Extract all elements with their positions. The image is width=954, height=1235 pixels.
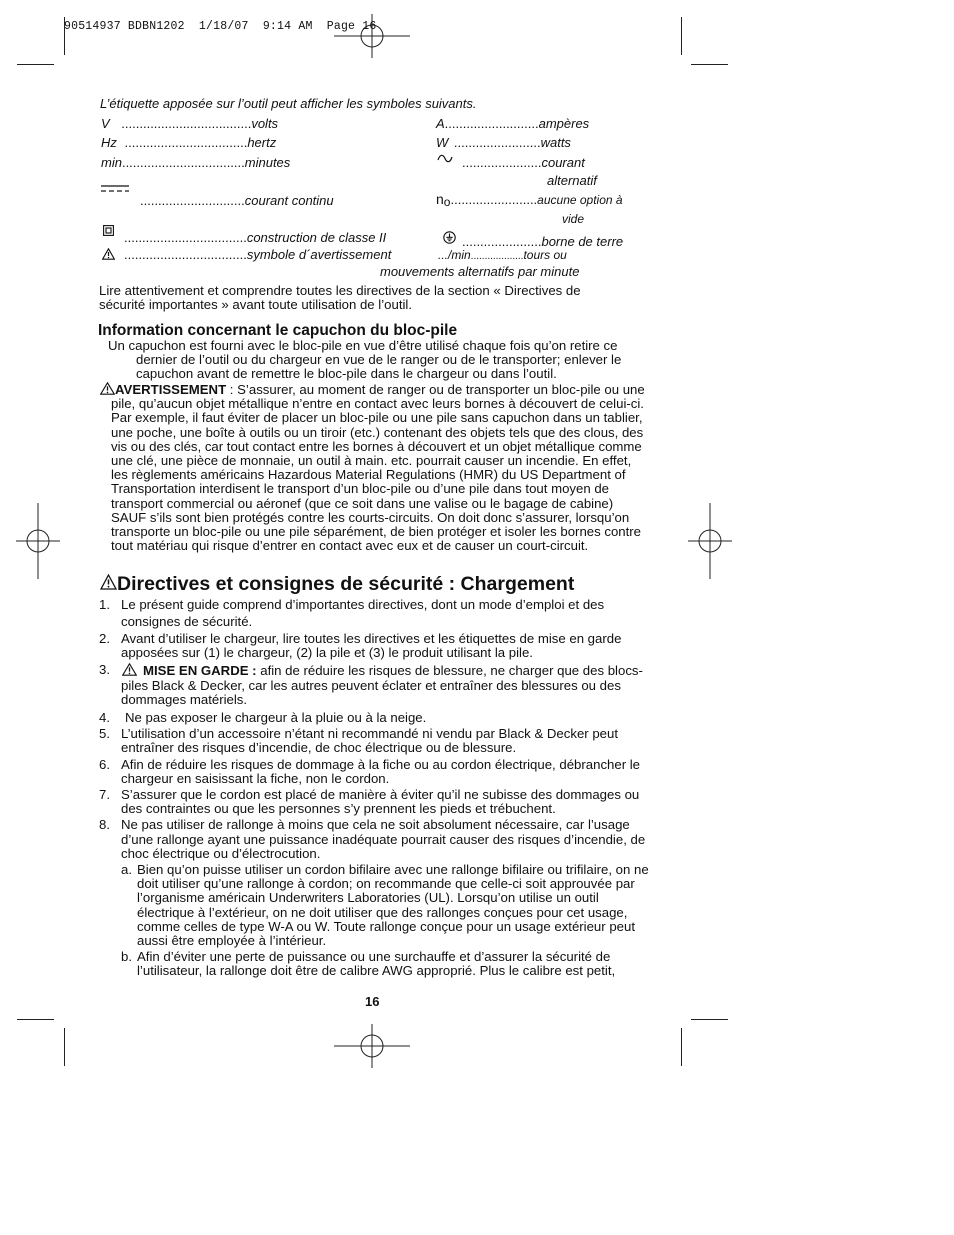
list-text: Avant d’utiliser le chargeur, lire toutes les directives et les étiquettes de mise en garde apposées sur (1) le chargeur, (2) la pile et (3) le produit utilisant la pile. <box>121 631 622 661</box>
sub-list-item <box>121 950 651 978</box>
symbol-row-amperes <box>436 116 589 131</box>
crop-mark <box>17 1019 54 1020</box>
list-item <box>99 788 651 816</box>
warning-triangle-icon <box>100 574 117 590</box>
battery-cap-heading: Information concernant le capuchon du bloc-pile <box>98 322 458 339</box>
charging-safety-heading <box>100 573 574 596</box>
symbol-row-class-ii <box>124 230 386 245</box>
printer-slug: 90514937 BDBN1202 1/18/07 9:14 AM Page 16 <box>64 20 377 33</box>
symbol-subscript: o <box>443 195 451 209</box>
list-text: S’assurer que le cordon est placé de manière à éviter qu’il ne subisse des dommages ou des contraintes ou que les personnes s’y prennent les pieds et trébuchent. <box>121 787 640 817</box>
list-number: 6. <box>99 756 110 772</box>
symbol-row-alternating-current <box>462 155 585 170</box>
list-item <box>99 711 651 725</box>
symbol: W <box>436 135 449 150</box>
sub-list-item <box>121 863 651 948</box>
list-number: 5. <box>99 726 110 742</box>
list-item <box>99 758 651 786</box>
symbol: min <box>101 155 122 170</box>
paragraph-text: Un capuchon est fourni avec le bloc-pile en vue d’être utilisé chaque fois qu’on retire ce dernier de l’outil ou du chargeur en vue de le ranger ou de le transporter; enlever le capuchon avant de remettre le bloc-pile dans le chargeur ou dans l’outil. <box>108 338 622 382</box>
list-number: a. <box>121 862 132 878</box>
symbol: A <box>436 116 445 131</box>
warning-triangle-icon <box>102 248 115 260</box>
read-instructions-paragraph <box>99 284 619 312</box>
leader-dots: .......................... <box>444 116 539 131</box>
list-number: 2. <box>99 631 110 646</box>
leader-dots: ................... <box>470 251 524 262</box>
list-text: Ne pas utiliser de rallonge à moins que cela ne soit absolument nécessaire, car l’usage d’une rallonge ayant une puissance inadéquate pourrait causer des risques d’incendie, de choc électrique ou d’électrocution. <box>121 817 646 861</box>
symbol-label: tours ou <box>523 248 567 262</box>
sub-list <box>99 863 651 979</box>
symbol-label: courant continu <box>244 193 334 208</box>
warning-paragraph <box>100 382 648 553</box>
list-number: 8. <box>99 817 110 833</box>
leader-dots: .................................. <box>124 247 247 262</box>
heading-text: Directives et consignes de sécurité : Chargement <box>117 573 575 595</box>
list-text: L’utilisation d’un accessoire n’étant ni recommandé ni vendu par Black & Decker peut entraîner des risques d’incendie, de choc électrique ou de blessure. <box>121 726 619 756</box>
symbol-row-warning <box>124 247 391 262</box>
crop-mark <box>17 64 54 65</box>
warning-triangle-icon <box>122 663 137 676</box>
paragraph-text: Lire attentivement et comprendre toutes les directives de la section « Directives de sécurité importantes » avant toute utilisation de l’outil. <box>99 283 581 313</box>
symbol-label: volts <box>251 116 279 131</box>
registration-mark-icon <box>688 503 732 579</box>
symbol: Hz <box>101 135 117 150</box>
crop-mark <box>681 17 682 55</box>
crop-mark <box>64 1028 65 1066</box>
list-number: b. <box>121 949 132 965</box>
symbol-label-continued: vide <box>562 212 585 226</box>
symbols-intro: L’étiquette apposée sur l’outil peut afficher les symboles suivants. <box>100 96 477 111</box>
earth-terminal-icon <box>443 231 456 244</box>
warning-label: AVERTISSEMENT <box>115 382 227 397</box>
list-number: 1. <box>99 597 110 612</box>
symbol-row-minutes <box>101 155 290 170</box>
warning-triangle-icon <box>100 382 115 395</box>
symbol-label: courant <box>541 155 585 170</box>
list-text: Bien qu’on puisse utiliser un cordon bifilaire avec une rallonge bifilaire ou trifilaire, on ne doit utiliser qu’une rallonge à cordon; on recommande que celle-ci soit approuvée par l’organisme américain Underwriters Laboratories (UL). Lorsqu’on utilise un outil électrique à l’extérieur, on ne doit utiliser que des rallonges conçues pour cet usage, comme celles de type W-A ou W. Toute rallonge conçue pour un usage extérieur peut aussi être employée à l’intérieur. <box>137 862 649 949</box>
list-text: Ne pas exposer le chargeur à la pluie ou à la neige. <box>125 710 427 726</box>
symbol-label: hertz <box>247 135 277 150</box>
leader-dots: ........................ <box>450 192 538 207</box>
list-text: Afin de réduire les risques de dommage à la fiche ou au cordon électrique, débrancher le chargeur en saisissant la fiche, non le cordon. <box>121 756 641 786</box>
crop-mark <box>691 1019 728 1020</box>
symbol-label: minutes <box>244 155 291 170</box>
symbol-label-continued: mouvements alternatifs par minute <box>380 264 580 279</box>
symbol: n <box>436 191 444 207</box>
symbol-row-volts <box>101 116 278 131</box>
list-item <box>99 727 651 755</box>
symbol-row-no-load <box>436 191 623 207</box>
symbol-label-continued: alternatif <box>547 173 597 188</box>
leader-dots: ........................ <box>453 135 541 150</box>
list-item <box>99 596 651 630</box>
registration-mark-icon <box>16 503 60 579</box>
leader-dots: .................................. <box>124 135 248 150</box>
list-item <box>99 818 651 861</box>
list-text: Afin d’éviter une perte de puissance ou une surchauffe et d’assurer la sécurité de l’utilisateur, la rallonge doit être de calibre AWG approprié. Plus le calibre est petit, <box>137 949 616 979</box>
warning-text: : S’assurer, au moment de ranger ou de transporter un bloc-pile ou une pile, qu’aucun objet métallique n’entre en contact avec leurs bornes à découvert de celui-ci. Par exemple, il faut éviter de placer un bloc-pile ou une pile sans capuchon dans un tablier, une poche, une boîte à outils ou un tiroir (etc.) contenant des objets tels que des clous, des vis ou des clés, car tout contact entre les bornes à découvert et un objet métallique comme une clé, une pièce de monnaie, un outil à main. etc. pourrait causer un incendie. En effet, les règlements américains Hazardous Material Regulations (HMR) du US Department of Transportation interdisent le transport d’un bloc-pile ou d’une pile dans tout moyen de transport commercial ou aéronef (que ce soit dans une valise ou le bagage de cabine) SAUF s’ils sont bien protégés contre les courts-circuits. On doit donc s’assurer, lorsqu’on transporte un bloc-pile ou une pile séparément, de bien protéger et isoler les bornes contre tout matériau qui risque d’entrer en contact avec eux et de causer un court-circuit. <box>111 382 645 554</box>
symbol-row-direct-current <box>140 193 334 208</box>
symbol-row-watts <box>436 135 571 150</box>
leader-dots: .................................. <box>124 230 247 245</box>
crop-mark <box>681 1028 682 1066</box>
symbol-label: construction de classe II <box>246 230 387 245</box>
leader-dots: .................................... <box>121 116 252 131</box>
list-text: afin de réduire les risques de blessure, ne charger que des blocs-piles Black & Decker, car les autres peuvent éclater et entraîner des blessures ou des dommages matériels. <box>121 663 643 707</box>
symbol-row-hertz <box>101 135 276 150</box>
registration-mark-icon <box>334 1024 410 1068</box>
class-ii-construction-icon <box>103 225 114 236</box>
charging-instructions-list <box>99 596 651 979</box>
direct-current-icon <box>101 184 129 194</box>
symbol-label: aucune option à <box>537 193 623 207</box>
caution-label: MISE EN GARDE : <box>143 663 257 679</box>
symbol: .../min <box>438 248 471 262</box>
list-number: 3. <box>99 662 110 678</box>
list-item <box>99 632 651 660</box>
list-number: 7. <box>99 787 110 803</box>
list-number: 4. <box>99 710 110 726</box>
symbol: V <box>101 116 110 131</box>
list-item <box>99 663 651 707</box>
symbol-label: ampères <box>538 116 590 131</box>
symbol-label: watts <box>540 135 571 150</box>
symbol-label: borne de terre <box>541 234 624 249</box>
symbol-label: symbole d´avertissement <box>246 247 392 262</box>
symbol-row-earth-terminal <box>462 234 623 249</box>
alternating-current-icon <box>437 154 453 163</box>
page-number: 16 <box>365 994 380 1009</box>
list-text: Le présent guide comprend d’importantes directives, dont un mode d’emploi et des consignes de sécurité. <box>121 597 605 629</box>
leader-dots: ...................... <box>462 155 542 170</box>
symbol-row-per-minute <box>438 248 567 262</box>
leader-dots: ............................. <box>140 193 245 208</box>
leader-dots: ...................... <box>462 234 542 249</box>
crop-mark <box>691 64 728 65</box>
battery-cap-paragraph <box>108 339 648 382</box>
leader-dots: .................................. <box>121 155 245 170</box>
